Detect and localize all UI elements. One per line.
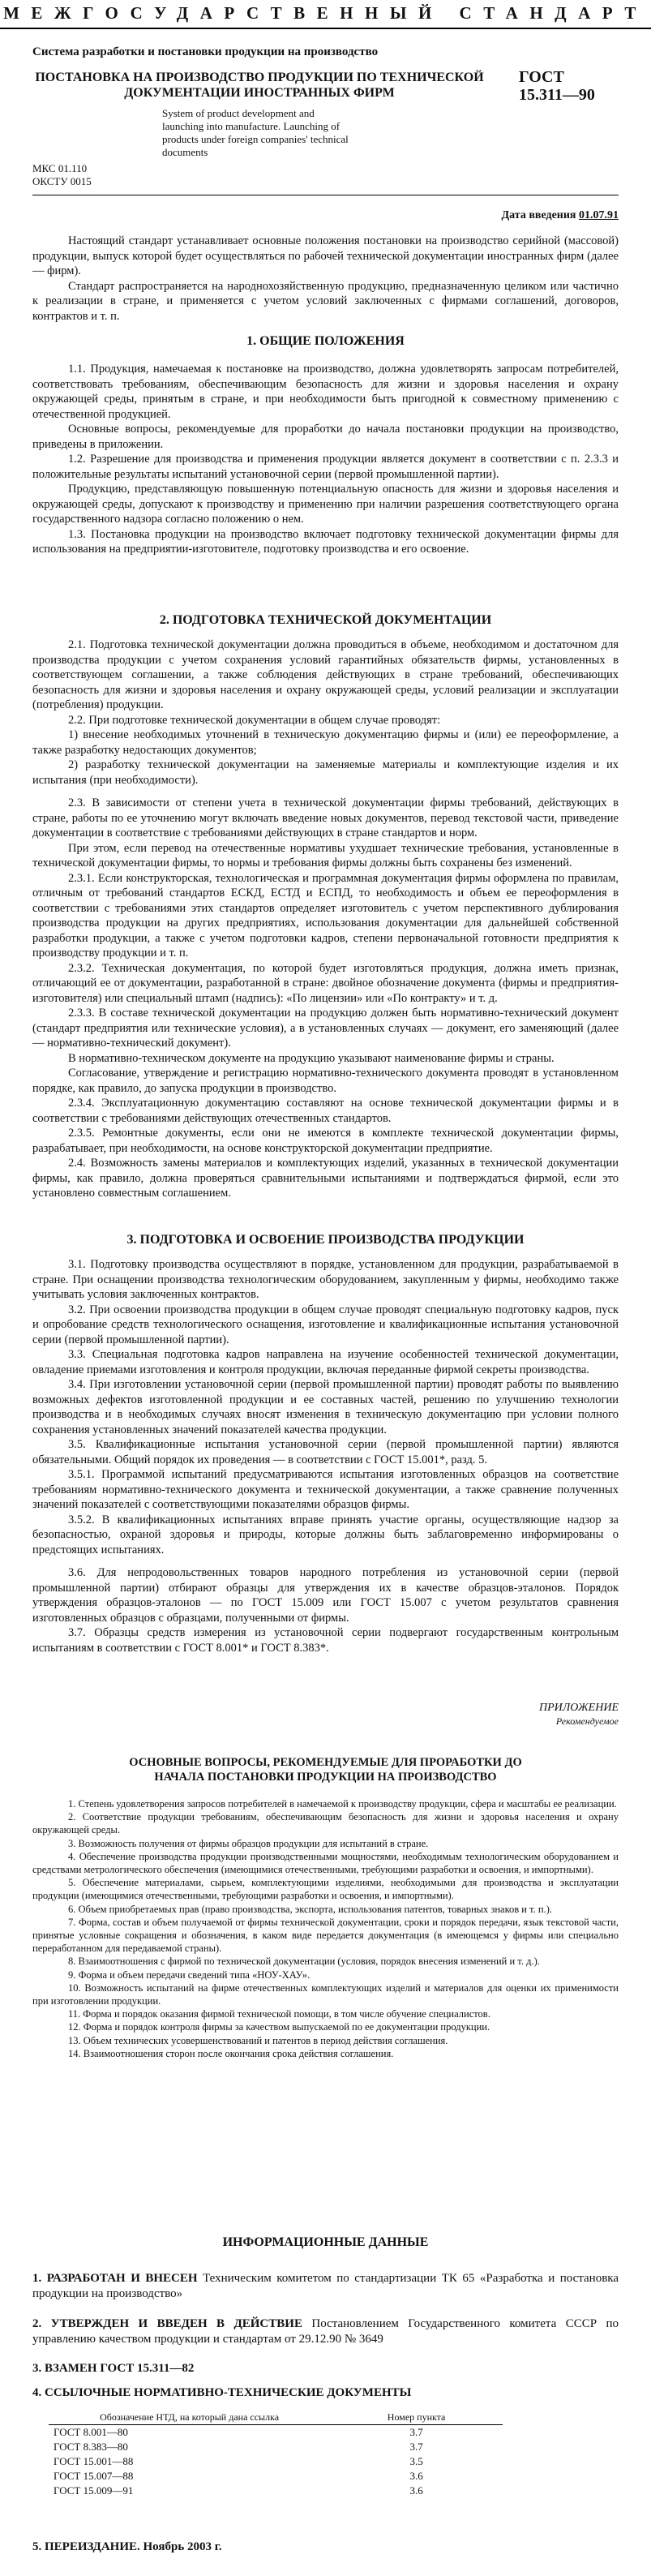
okstu-code: ОКСТУ 0015 xyxy=(32,175,92,187)
table-cell-clause: 3.7 xyxy=(409,2441,423,2453)
table-cell-doc: ГОСТ 8.001—80 xyxy=(54,2426,128,2438)
appendix-item: 6. Объем приобретаемых прав (право производства, экспорта, использования патентов, товарных знаков и т. п.). xyxy=(68,1903,552,1915)
table-row xyxy=(49,2425,503,2441)
clause: 1.2. Разрешение для производства и применения продукции является документ в соответствии с п. 2.3.3 и положительные результаты испытаний установочной серии (первой промышленной партии). xyxy=(32,453,619,481)
appendix-title: ОСНОВНЫЕ ВОПРОСЫ, РЕКОМЕНДУЕМЫЕ ДЛЯ ПРОРАБОТКИ ДО НАЧАЛА ПОСТАНОВКИ ПРОДУКЦИИ НА ПРОИЗВОДСТВО xyxy=(129,1756,522,1784)
clause: 2.3.5. Ремонтные документы, если они не имеются в комплекте технической документации фирмы, разрабатывает, при необходимости, на основе конструкторской документации предприятие. xyxy=(32,1127,619,1155)
info-item-5: 5. ПЕРЕИЗДАНИЕ. Ноябрь 2003 г. xyxy=(32,2540,222,2553)
gost-label: ГОСТ xyxy=(519,68,564,86)
info-item-1 xyxy=(32,2271,619,2302)
appendix-item: 13. Объем технических усовершенствований и патентов в период действия соглашения. xyxy=(68,2034,448,2046)
preamble-paragraph: Стандарт распространяется на народнохозяйственную продукцию, предназначенную целиком или частично к реализации в стране, и применяется с учетом условий заключенных с фирмами соглашений, договоров, контрактов и т. п. xyxy=(32,279,619,323)
table-header-col1: Обозначение НТД, на который дана ссылка xyxy=(49,2411,330,2425)
table-row xyxy=(49,2484,503,2498)
appendix-label xyxy=(454,1702,619,1728)
appendix-item: 4. Обеспечение производства продукции производственными мощностями, необходимым технологическим оборудованием и средствами метрологического обеспечения (имеющимися отечественными, требующими разработки и освоения, и импортными). xyxy=(32,1850,619,1876)
appendix-item: 9. Форма и объем передачи сведений типа «НОУ-ХАУ». xyxy=(68,1968,311,1981)
info-item-2 xyxy=(32,2316,619,2347)
appendix-item: 8. Взаимоотношения с фирмой по технической документации (условия, порядок внесения изменений и т. д.). xyxy=(68,1956,540,1968)
section-3-body xyxy=(32,1257,619,1655)
table-cell-clause: 3.7 xyxy=(409,2426,423,2438)
appendix-item: 1. Степень удовлетворения запросов потребителей в намечаемой к производству продукции, сфера и масштабы ее реализации. xyxy=(68,1798,617,1810)
clause: 2.3.1. Если конструкторская, технологическая и программная документация фирмы оформлена по правилам, отличным от требований стандартов ЕСКД, ЕСТД и ЕСПД, то необходимость и объем ее переоформления в соответствии с требованиями этих стандартов определяет изготовитель с учетом перспективного дублирования производства продукции на других предприятиях, использования документации для дальнейшей собственной разработки продукции, а также с учетом подготовки кадров, степени первоначальной готовности предприятия к производству продукции и т. п. xyxy=(32,871,619,960)
appendix-sub-text: Рекомендуемое xyxy=(555,1715,619,1727)
table-cell-clause: 3.6 xyxy=(409,2484,423,2497)
info-item-1-head: 1. РАЗРАБОТАН И ВНЕСЕН xyxy=(32,2272,198,2285)
info-item-1-text: Техническим комитетом по стандартизации ТК 65 «Разработка и постановка продукции на производство» xyxy=(32,2272,619,2300)
clause: Согласование, утверждение и регистрацию нормативно-технического документа проводят в установленном порядке, как правило, до запуска продукции в производство. xyxy=(32,1067,619,1095)
info-item-3: 3. ВЗАМЕН ГОСТ 15.311—82 xyxy=(32,2362,195,2375)
appendix-item: 14. Взаимоотношения сторон после окончания срока действия соглашения. xyxy=(68,2047,394,2059)
info-item-2-head: 2. УТВЕРЖДЕН И ВВЕДЕН В ДЕЙСТВИЕ xyxy=(32,2317,302,2330)
clause: 2) разработку технической документации на заменяемые материалы и комплектующие изделия и их испытания (при необходимости). xyxy=(32,758,619,787)
system-title: Система разработки и постановки продукции на производство xyxy=(32,45,379,58)
section-1-body xyxy=(32,362,619,557)
preamble-paragraph: Настоящий стандарт устанавливает основные положения постановки на производство серийной (массовой) продукции, выпуск которой будет осуществляться по рабочей технической документации иностранных фирм (далее — фирм). xyxy=(32,234,619,277)
table-cell-doc: ГОСТ 15.009—91 xyxy=(54,2484,134,2497)
standard-band: МЕЖГОСУДАРСТВЕННЫЙ СТАНДАРТ xyxy=(0,0,651,29)
english-title: System of product development and launching into manufacture. Launching of products under foreign companies' technical documents xyxy=(162,107,349,158)
clause: 1.1. Продукция, намечаемая к постановке на производство, должна удовлетворять запросам потребителей, соответствовать требованиям, обеспечивающим безопасность для жизни и здоровья населения и охрану окружающей среды, принятым в стране, и при необходимости быть пригодной к совместному применению с отечественной продукцией. xyxy=(32,363,619,421)
clause: 3.5. Квалификационные испытания установочной серии (первой промышленной партии) являются обязательными. Общий порядок их проведения — в соответствии с ГОСТ 15.001*, разд. 5. xyxy=(32,1438,619,1466)
appendix-item: 5. Обеспечение материалами, сырьем, комплектующими изделиями, необходимыми для производства и эксплуатации продукции (имеющимися отечественными, требующими разработки и освоения, и импортными). xyxy=(32,1877,619,1902)
mks-code: МКС 01.110 xyxy=(32,162,88,174)
clause: 3.5.1. Программой испытаний предусматриваются испытания изготовленных образцов на соответствие требованиям нормативно-технического документа и технической документации, а также сравнение полученных значений показателей с соответствующими показателями образцов фирмы. xyxy=(32,1468,619,1511)
clause: 3.7. Образцы средств измерения из установочной серии подвергают государственным контрольным испытаниям в соответствии с ГОСТ 8.001* и ГОСТ 8.383*. xyxy=(32,1626,619,1655)
appendix-item: 12. Форма и порядок контроля фирмы за качеством выпускаемой по ее документации продукции. xyxy=(68,2021,490,2033)
reference-table xyxy=(49,2411,503,2498)
info-item-2-text: Постановлением Государственного комитета СССР по управлению качеством продукции и стандартам от 29.12.90 № 3649 xyxy=(32,2317,619,2346)
section-2-heading: 2. ПОДГОТОВКА ТЕХНИЧЕСКОЙ ДОКУМЕНТАЦИИ xyxy=(159,613,492,627)
clause: 2.2. При подготовке технической документации в общем случае проводят: xyxy=(68,713,441,727)
table-cell-doc: ГОСТ 15.007—88 xyxy=(54,2470,134,2482)
appendix-item: 11. Форма и порядок оказания фирмой технической помощи, в том числе обучение специалистов. xyxy=(68,2008,490,2020)
section-1-heading: 1. ОБЩИЕ ПОЛОЖЕНИЯ xyxy=(246,334,405,348)
preamble xyxy=(32,234,619,324)
appendix-item: 7. Форма, состав и объем получаемой от фирмы технической документации, сроки и порядок передачи, язык текстовой части, принятые условные сокращения и обозначения, в каком виде передается документация (в имеющемся у фирмы или специально переработанном для передаваемой страны). xyxy=(32,1916,619,1955)
gost-designation xyxy=(519,68,632,104)
table-cell-clause: 3.5 xyxy=(409,2455,423,2467)
table-cell-doc: ГОСТ 8.383—80 xyxy=(54,2441,128,2453)
info-heading: ИНФОРМАЦИОННЫЕ ДАННЫЕ xyxy=(222,2235,429,2249)
table-cell-clause: 3.6 xyxy=(409,2470,423,2482)
section-3-heading: 3. ПОДГОТОВКА И ОСВОЕНИЕ ПРОИЗВОДСТВА ПРОДУКЦИИ xyxy=(126,1233,525,1247)
intro-date: Дата введения 01.07.91 xyxy=(501,209,619,221)
table-row xyxy=(49,2440,503,2454)
table-header-col2: Номер пункта xyxy=(330,2411,503,2425)
appendix-item: 10. Возможность испытаний на фирме отечественных комплектующих изделий и материалов для оценки их применимости при изготовлении продукции. xyxy=(32,1981,619,2007)
table-row xyxy=(49,2469,503,2484)
table-row xyxy=(49,2454,503,2469)
gost-number: 15.311—90 xyxy=(519,86,595,104)
clause: При этом, если перевод на отечественные нормативы ухудшает технические требования, установленные в технической документации фирмы, то нормы и требования фирмы должны быть сохранены без изменений. xyxy=(32,841,619,869)
table-header-row xyxy=(49,2411,503,2425)
clause: 2.3.2. Техническая документация, по которой будет изготовляться продукция, должна иметь признак, отличающий ее от документации, разработанной в стране: двойное обозначение документа (фирмы и предприятия-изготовителя) или специальный штамп (надпись): «По лицензии» или «По контракту» и т. д. xyxy=(32,961,619,1005)
clause: 1) внесение необходимых уточнений в техническую документацию фирмы и (или) ее переоформление, а также разработку недостающих документов; xyxy=(32,728,619,757)
section-2-body xyxy=(32,638,619,1201)
clause: 2.3.4. Эксплуатационную документацию составляют на основе технической документации фирмы и в соответствии с требованиями действующих отечественных стандартов. xyxy=(32,1097,619,1125)
appendix-label-text: ПРИЛОЖЕНИЕ xyxy=(539,1702,619,1714)
table-cell-doc: ГОСТ 15.001—88 xyxy=(54,2455,134,2467)
clause: 3.4. При изготовлении установочной серии (первой промышленной партии) проводят работы по выявлению возможных дефектов изготовленной продукции и ее составных частей, решению по улучшению технологии производства и в необходимых случаях вносят изменения в техническую документацию при условии полного сохранения установленных значений показателей качества продукции. xyxy=(32,1378,619,1436)
clause: 3.1. Подготовку производства осуществляют в порядке, установленном для продукции, разрабатываемой в стране. При оснащении производства технологическим оборудованием, закупленным у фирмы, необходимо также учитывать условия заключенных контрактов. xyxy=(32,1258,619,1301)
clause: 1.3. Постановка продукции на производство включает подготовку технической документации фирмы для использования на предприятии-изготовителе, подготовку производства и его освоение. xyxy=(32,527,619,556)
clause: 2.3. В зависимости от степени учета в технической документации фирмы требований, действующих в стране, работы по ее уточнению могут включать введение новых документов, перевод текстовой части, приведение документации в соответствие с требованиями действующих в стране стандартов и норм. xyxy=(32,796,619,839)
clause: 2.3.3. В составе технической документации на продукцию должен быть нормативно-технический документ (стандарт предприятия или технические условия), а в установленных случаях — документ, его заменяющий (далее — нормативно-технический документ). xyxy=(32,1007,619,1050)
appendix-body xyxy=(32,1797,619,2060)
appendix-item: 3. Возможность получения от фирмы образцов продукции для испытаний в стране. xyxy=(68,1837,429,1849)
clause: Продукцию, представляющую повышенную потенциальную опасность для жизни и здоровья населения и окружающей среды, допускают к производству и применению при наличии разрешения соответствующего органа государственного надзора согласно положению о нем. xyxy=(32,483,619,526)
clause: 3.3. Специальная подготовка кадров направлена на изучение особенностей технической документации, овладение приемами изготовления и контроля продукции, включая переданные фирмой секреты производства. xyxy=(32,1348,619,1376)
clause: Основные вопросы, рекомендуемые для проработки до начала постановки продукции на производство, приведены в приложении. xyxy=(32,423,619,451)
clause: 2.4. Возможность замены материалов и комплектующих изделий, указанных в технической документации фирмы, как правило, должна проверяться сравнительными испытаниями и подтверждаться фирмой, если это установлено совместным соглашением. xyxy=(32,1157,619,1200)
document-title: ПОСТАНОВКА НА ПРОИЗВОДСТВО ПРОДУКЦИИ ПО ТЕХНИЧЕСКОЙ ДОКУМЕНТАЦИИ ИНОСТРАННЫХ ФИРМ xyxy=(35,71,484,100)
clause: 3.5.2. В квалификационных испытаниях вправе принять участие органы, осуществляющие надзор за безопасностью, охраной здоровья и природы, которые должны быть заблаговременно информированы о предстоящих испытаниях. xyxy=(32,1513,619,1556)
appendix-item: 2. Соответствие продукции требованиям, обеспечивающим безопасность для жизни и здоровья населения и охрану окружающей среды. xyxy=(32,1811,619,1836)
clause: В нормативно-техническом документе на продукцию указывают наименование фирмы и страны. xyxy=(68,1051,555,1065)
clause: 3.6. Для непродовольственных товаров народного потребления из установочной серии (первой промышленной партии) отбирают образцы для утверждения их в качестве образцов-эталонов. Порядок утверждения образцов-эталонов — по ГОСТ 15.009 или ГОСТ 15.007 с учетом результатов сравнения изготовленных образцов с образцами, полученными от фирмы. xyxy=(32,1566,619,1625)
clause: 2.1. Подготовка технической документации должна проводиться в объеме, необходимом и достаточном для производства продукции с учетом сохранения условий гарантийных обязательств фирмы, установленных в соответствующем соглашении, а также соблюдения действующих в стране требований, обеспечивающих безопасность для жизни и здоровья населения и охрану окружающей среды, условий реализации и эксплуатации (потребления) продукции. xyxy=(32,638,619,711)
clause: 3.2. При освоении производства продукции в общем случае проводят специальную подготовку кадров, пуск и опробование средств технологического оснащения, изготовление и квалификационные испытания установочной серии (первой промышленной партии). xyxy=(32,1303,619,1346)
info-item-4: 4. ССЫЛОЧНЫЕ НОРМАТИВНО-ТЕХНИЧЕСКИЕ ДОКУМЕНТЫ xyxy=(32,2386,412,2399)
